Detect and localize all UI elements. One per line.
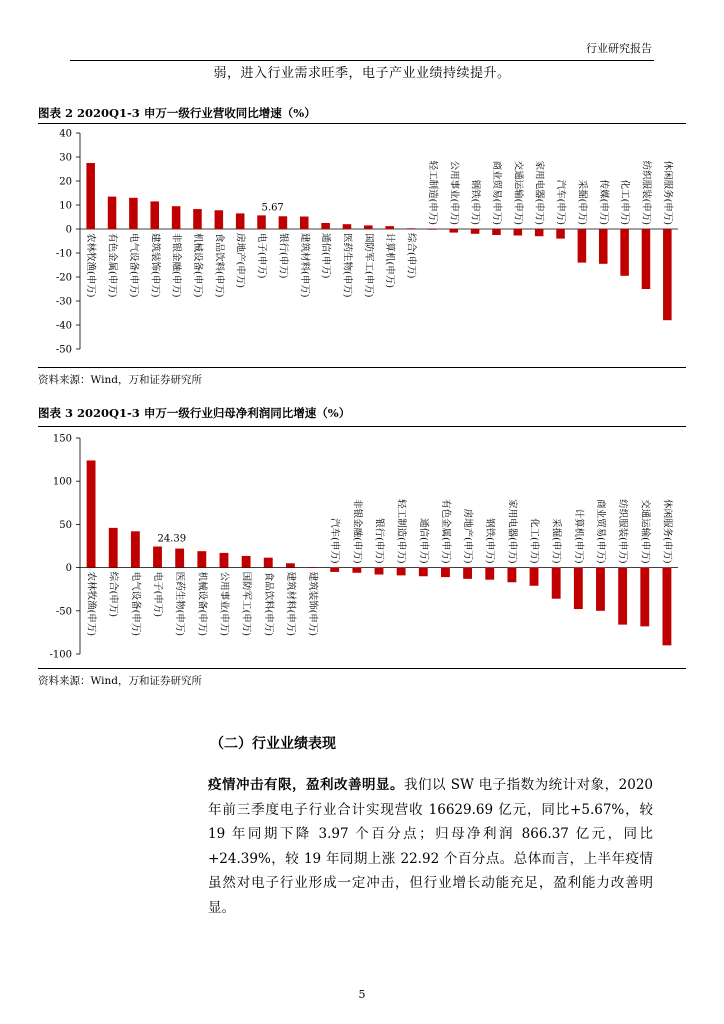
bar bbox=[407, 228, 416, 229]
bar bbox=[364, 225, 373, 229]
category-label: 机械设备(申万) bbox=[191, 233, 203, 298]
bar bbox=[131, 531, 140, 567]
y-tick-label: 150 bbox=[52, 433, 72, 445]
bar bbox=[215, 210, 224, 229]
bar bbox=[286, 563, 295, 567]
category-label: 纺织服装(申万) bbox=[640, 160, 652, 225]
bar bbox=[620, 229, 629, 276]
category-label: 银行(申万) bbox=[373, 518, 385, 564]
bar bbox=[428, 229, 437, 230]
page-number: 5 bbox=[358, 988, 366, 1001]
intro-text: 弱，进入行业需求旺季，电子产业业绩持续提升。 bbox=[213, 66, 511, 81]
category-label: 国防军工(申万) bbox=[362, 233, 374, 298]
category-label: 食品饮料(申万) bbox=[213, 233, 225, 298]
category-label: 电子(申万) bbox=[256, 233, 268, 279]
category-label: 银行(申万) bbox=[277, 233, 289, 279]
category-label: 采掘(申万) bbox=[550, 518, 562, 564]
bar bbox=[375, 568, 384, 575]
bar bbox=[109, 528, 118, 568]
y-tick-label: 0 bbox=[65, 224, 72, 236]
bar bbox=[556, 229, 565, 239]
bar bbox=[463, 568, 472, 579]
category-label: 医药生物(申万) bbox=[341, 233, 353, 298]
paragraph-lead: 疫情冲击有限，盈利改善明显。 bbox=[208, 777, 404, 793]
report-header: 行业研究报告 bbox=[586, 42, 652, 55]
bar bbox=[257, 215, 266, 229]
figure2-top-rule bbox=[38, 123, 686, 124]
bar bbox=[599, 229, 608, 264]
figure3-source: 资料来源：Wind，万和证券研究所 bbox=[38, 675, 202, 687]
category-label: 通信(申万) bbox=[417, 518, 429, 564]
figure2-bottom-rule bbox=[38, 367, 686, 368]
bar bbox=[308, 567, 317, 568]
category-label: 有色金属(申万) bbox=[106, 233, 118, 298]
paragraph-body: 我们以 SW 电子指数为统计对象，2020 年前三季度电子行业合计实现营收 16629.69 亿元，同比+5.67%，较 19 年同期下降 3.97 个百分点；归母净利润 866.37 亿元，同比+24.39%，较 19 年同期上涨 22.92 个百分点。总体而言，上半年疫情虽然对电子行业形成一定冲击，但行业增长动能充足，盈利能力改善明显。 bbox=[208, 777, 653, 916]
bar bbox=[530, 568, 539, 586]
bar bbox=[321, 223, 330, 229]
category-label: 建筑材料(申万) bbox=[284, 571, 296, 637]
category-label: 食品饮料(申万) bbox=[262, 571, 274, 637]
bar bbox=[642, 229, 651, 289]
category-label: 计算机(申万) bbox=[384, 233, 396, 288]
category-label: 电气设备(申万) bbox=[127, 233, 139, 298]
bar bbox=[86, 163, 95, 229]
y-tick-label: 20 bbox=[59, 176, 72, 188]
bar bbox=[129, 198, 138, 229]
bar bbox=[87, 460, 96, 567]
bar bbox=[385, 226, 394, 229]
y-tick-label: 40 bbox=[59, 128, 72, 140]
bar bbox=[153, 547, 162, 568]
y-tick-label: 50 bbox=[59, 519, 72, 531]
bar bbox=[663, 229, 672, 320]
category-label: 非银金融(申万) bbox=[170, 233, 182, 298]
category-label: 轻工制造(申万) bbox=[426, 160, 438, 225]
bar bbox=[514, 229, 523, 235]
y-tick-label: -40 bbox=[55, 320, 72, 332]
figure3-title: 图表 3 2020Q1-3 申万一级行业归母净利润同比增速（%） bbox=[38, 406, 351, 420]
category-label: 建筑装饰(申万) bbox=[149, 233, 161, 298]
bar bbox=[441, 568, 450, 578]
bar bbox=[618, 568, 627, 625]
data-label: 24.39 bbox=[157, 533, 187, 545]
category-label: 商业贸易(申万) bbox=[594, 499, 606, 564]
category-label: 传媒(申万) bbox=[597, 179, 609, 225]
category-label: 房地产(申万) bbox=[462, 508, 474, 564]
category-label: 公用事业(申万) bbox=[218, 571, 230, 637]
category-label: 机械设备(申万) bbox=[196, 571, 208, 637]
y-tick-label: -10 bbox=[55, 248, 72, 260]
figure3-bottom-rule bbox=[38, 668, 686, 669]
bar bbox=[108, 197, 117, 229]
bar bbox=[552, 568, 561, 599]
y-tick-label: -50 bbox=[55, 344, 72, 356]
data-label: 5.67 bbox=[261, 202, 284, 214]
category-label: 医药生物(申万) bbox=[174, 571, 186, 637]
category-label: 房地产(申万) bbox=[234, 233, 246, 288]
category-label: 综合(申万) bbox=[405, 233, 417, 279]
bar bbox=[343, 224, 352, 229]
bar bbox=[578, 229, 587, 263]
body-paragraph bbox=[208, 773, 653, 920]
y-tick-label: 10 bbox=[59, 200, 72, 212]
category-label: 商业贸易(申万) bbox=[490, 160, 502, 225]
category-label: 化工(申万) bbox=[619, 179, 631, 225]
category-label: 轻工制造(申万) bbox=[395, 499, 407, 564]
bar bbox=[242, 556, 251, 568]
bar bbox=[485, 568, 494, 580]
header-divider bbox=[70, 60, 654, 61]
y-tick-label: -50 bbox=[55, 606, 72, 618]
bar bbox=[596, 568, 605, 611]
bar bbox=[535, 229, 544, 236]
bar bbox=[330, 568, 339, 572]
category-label: 通信(申万) bbox=[320, 233, 332, 279]
figure2-title: 图表 2 2020Q1-3 申万一级行业营收同比增速（%） bbox=[38, 106, 316, 120]
figure2-source: 资料来源：Wind，万和证券研究所 bbox=[38, 374, 202, 386]
bar bbox=[574, 568, 583, 609]
bar bbox=[419, 568, 428, 577]
bar bbox=[662, 568, 671, 646]
category-label: 公用事业(申万) bbox=[448, 160, 460, 225]
bar bbox=[352, 568, 361, 573]
y-tick-label: -20 bbox=[55, 272, 72, 284]
category-label: 农林牧渔(申万) bbox=[85, 571, 97, 637]
y-tick-label: 100 bbox=[52, 476, 72, 488]
bar bbox=[150, 201, 159, 229]
y-tick-label: -100 bbox=[49, 649, 72, 661]
category-label: 农林牧渔(申万) bbox=[85, 233, 97, 298]
bar bbox=[397, 568, 406, 576]
category-label: 综合(申万) bbox=[107, 571, 119, 618]
bar bbox=[175, 549, 184, 568]
bar bbox=[264, 558, 273, 568]
category-label: 交通运输(申万) bbox=[512, 160, 524, 226]
category-label: 休闲服务(申万) bbox=[661, 499, 673, 564]
category-label: 化工(申万) bbox=[528, 518, 540, 564]
category-label: 电子(申万) bbox=[152, 571, 164, 618]
bar bbox=[172, 206, 181, 229]
category-label: 国防军工(申万) bbox=[240, 571, 252, 637]
bar bbox=[471, 229, 480, 234]
bar bbox=[300, 217, 309, 229]
bar bbox=[236, 213, 245, 229]
bar bbox=[507, 568, 516, 583]
category-label: 家用电器(申万) bbox=[506, 499, 518, 564]
section-heading: （二）行业业绩表现 bbox=[210, 736, 336, 752]
bar bbox=[449, 229, 458, 233]
category-label: 汽车(申万) bbox=[329, 518, 341, 564]
category-label: 纺织服装(申万) bbox=[617, 499, 629, 564]
bar bbox=[220, 553, 229, 568]
figure3-chart bbox=[38, 428, 686, 668]
figure2-chart bbox=[38, 125, 686, 365]
category-label: 钢铁(申万) bbox=[484, 518, 496, 564]
category-label: 采掘(申万) bbox=[576, 179, 588, 225]
category-label: 建筑装饰(申万) bbox=[307, 571, 319, 637]
category-label: 电气设备(申万) bbox=[129, 571, 141, 637]
category-label: 非银金融(申万) bbox=[351, 499, 363, 564]
category-label: 汽车(申万) bbox=[555, 179, 567, 225]
y-tick-label: 0 bbox=[65, 563, 72, 575]
y-tick-label: 30 bbox=[59, 152, 72, 164]
bar bbox=[197, 551, 206, 567]
bar bbox=[279, 216, 288, 229]
category-label: 家用电器(申万) bbox=[533, 160, 545, 225]
bar bbox=[492, 229, 501, 235]
category-label: 钢铁(申万) bbox=[469, 179, 481, 225]
bar bbox=[640, 568, 649, 627]
category-label: 有色金属(申万) bbox=[439, 499, 451, 564]
y-tick-label: -30 bbox=[55, 296, 72, 308]
category-label: 计算机(申万) bbox=[572, 508, 584, 564]
bar bbox=[193, 209, 202, 229]
figure3-top-rule bbox=[38, 426, 686, 427]
category-label: 交通运输(申万) bbox=[639, 499, 651, 564]
category-label: 建筑材料(申万) bbox=[298, 233, 310, 298]
category-label: 休闲服务(申万) bbox=[661, 160, 673, 225]
